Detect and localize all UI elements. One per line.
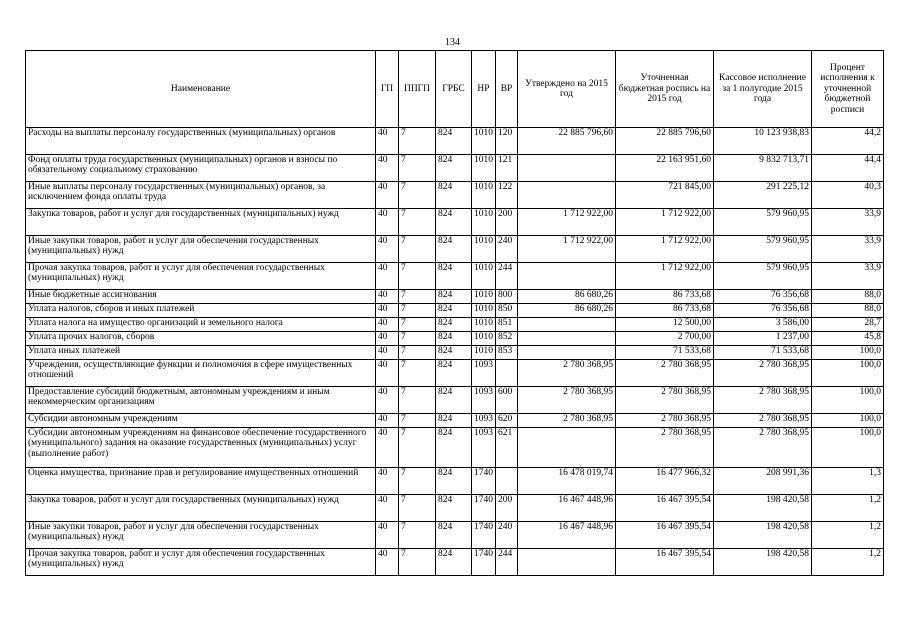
cell-approved (518, 263, 616, 290)
cell-approved: 86 680,26 (518, 304, 616, 318)
cell-vr (496, 360, 518, 387)
cell-vr: 120 (496, 128, 518, 155)
cell-ppgp: 7 (399, 318, 436, 332)
cell-name: Субсидии автономным учреждениям на финансовое обеспечение государственного (муниципального) задания на оказание государственных (муниципальных) услуг (выполнение работ) (26, 428, 376, 468)
cell-nr: 1740 (472, 495, 496, 522)
cell-ppgp: 7 (399, 128, 436, 155)
cell-approved (518, 428, 616, 468)
cell-cash: 579 960,95 (714, 209, 812, 236)
cell-refined: 71 533,68 (616, 346, 714, 360)
cell-ppgp: 7 (399, 495, 436, 522)
header-cash: Кассовое исполнение за 1 полугодие 2015 года (714, 51, 812, 128)
cell-nr: 1010 (472, 332, 496, 346)
cell-vr: 200 (496, 495, 518, 522)
header-gp: ГП (376, 51, 399, 128)
cell-approved: 22 885 796,60 (518, 128, 616, 155)
cell-approved: 16 467 448,96 (518, 495, 616, 522)
cell-name: Учреждения, осуществляющие функции и полномочия в сфере имущественных отношений (26, 360, 376, 387)
cell-ppgp: 7 (399, 522, 436, 549)
header-refined: Уточненная бюджетная роспись на 2015 год (616, 51, 714, 128)
cell-approved: 1 712 922,00 (518, 209, 616, 236)
cell-gp: 40 (376, 549, 399, 576)
cell-cash: 71 533,68 (714, 346, 812, 360)
cell-cash: 76 356,68 (714, 290, 812, 304)
cell-gp: 40 (376, 304, 399, 318)
cell-ppgp: 7 (399, 263, 436, 290)
cell-ppgp: 7 (399, 236, 436, 263)
cell-name: Прочая закупка товаров, работ и услуг для обеспечения государственных (муниципальных) нужд (26, 263, 376, 290)
cell-nr: 1010 (472, 318, 496, 332)
cell-refined: 12 500,00 (616, 318, 714, 332)
cell-name: Уплата налога на имущество организаций и земельного налога (26, 318, 376, 332)
cell-gp: 40 (376, 346, 399, 360)
cell-gp: 40 (376, 428, 399, 468)
cell-nr: 1093 (472, 428, 496, 468)
table-row (26, 414, 884, 428)
cell-grbs: 824 (436, 209, 472, 236)
table-row (26, 346, 884, 360)
table-row (26, 318, 884, 332)
cell-refined: 721 845,00 (616, 182, 714, 209)
cell-cash: 2 780 368,95 (714, 428, 812, 468)
table-row (26, 495, 884, 522)
cell-nr: 1010 (472, 263, 496, 290)
cell-gp: 40 (376, 182, 399, 209)
table-row (26, 522, 884, 549)
cell-cash: 1 237,00 (714, 332, 812, 346)
cell-nr: 1740 (472, 522, 496, 549)
cell-grbs: 824 (436, 522, 472, 549)
cell-name: Субсидии автономным учреждениям (26, 414, 376, 428)
cell-grbs: 824 (436, 182, 472, 209)
cell-approved (518, 318, 616, 332)
cell-cash: 10 123 938,83 (714, 128, 812, 155)
cell-grbs: 824 (436, 346, 472, 360)
cell-percent: 33,9 (812, 263, 884, 290)
cell-name: Закупка товаров, работ и услуг для государственных (муниципальных) нужд (26, 209, 376, 236)
cell-name: Иные выплаты персоналу государственных (муниципальных) органов, за исключением фонда оплаты труда (26, 182, 376, 209)
cell-cash: 2 780 368,95 (714, 387, 812, 414)
cell-refined: 1 712 922,00 (616, 209, 714, 236)
header-nr: НР (472, 51, 496, 128)
table-row (26, 387, 884, 414)
cell-approved: 1 712 922,00 (518, 236, 616, 263)
cell-percent: 28,7 (812, 318, 884, 332)
cell-nr: 1010 (472, 128, 496, 155)
cell-percent: 44,2 (812, 128, 884, 155)
table-row (26, 332, 884, 346)
cell-vr: 244 (496, 549, 518, 576)
cell-refined: 2 780 368,95 (616, 360, 714, 387)
cell-ppgp: 7 (399, 209, 436, 236)
cell-name: Уплата налогов, сборов и иных платежей (26, 304, 376, 318)
cell-cash: 198 420,58 (714, 549, 812, 576)
cell-name: Фонд оплаты труда государственных (муниципальных) органов и взносы по обязательному социальному страхованию (26, 155, 376, 182)
cell-ppgp: 7 (399, 332, 436, 346)
cell-ppgp: 7 (399, 304, 436, 318)
cell-percent: 100,0 (812, 360, 884, 387)
cell-gp: 40 (376, 522, 399, 549)
cell-vr: 240 (496, 236, 518, 263)
cell-vr: 122 (496, 182, 518, 209)
cell-name: Прочая закупка товаров, работ и услуг для обеспечения государственных (муниципальных) нужд (26, 549, 376, 576)
cell-vr: 853 (496, 346, 518, 360)
cell-percent: 45,8 (812, 332, 884, 346)
cell-approved: 2 780 368,95 (518, 414, 616, 428)
cell-nr: 1010 (472, 209, 496, 236)
table-row (26, 209, 884, 236)
cell-gp: 40 (376, 360, 399, 387)
cell-name: Уплата иных платежей (26, 346, 376, 360)
cell-grbs: 824 (436, 414, 472, 428)
table-row (26, 304, 884, 318)
cell-grbs: 824 (436, 318, 472, 332)
cell-approved (518, 332, 616, 346)
cell-vr (496, 468, 518, 495)
cell-grbs: 824 (436, 332, 472, 346)
header-percent: Процент исполнения к уточненной бюджетной росписи (812, 51, 884, 128)
cell-grbs: 824 (436, 236, 472, 263)
cell-gp: 40 (376, 209, 399, 236)
cell-vr: 600 (496, 387, 518, 414)
cell-grbs: 824 (436, 304, 472, 318)
cell-percent: 100,0 (812, 428, 884, 468)
table-row (26, 236, 884, 263)
cell-ppgp: 7 (399, 360, 436, 387)
cell-refined: 16 467 395,54 (616, 549, 714, 576)
cell-percent: 33,9 (812, 236, 884, 263)
cell-percent: 1,3 (812, 468, 884, 495)
cell-ppgp: 7 (399, 155, 436, 182)
cell-gp: 40 (376, 290, 399, 304)
cell-refined: 1 712 922,00 (616, 263, 714, 290)
cell-nr: 1010 (472, 290, 496, 304)
cell-percent: 88,0 (812, 290, 884, 304)
cell-cash: 2 780 368,95 (714, 360, 812, 387)
cell-name: Закупка товаров, работ и услуг для государственных (муниципальных) нужд (26, 495, 376, 522)
cell-nr: 1010 (472, 155, 496, 182)
cell-percent: 44,4 (812, 155, 884, 182)
cell-cash: 579 960,95 (714, 236, 812, 263)
cell-approved: 86 680,26 (518, 290, 616, 304)
cell-approved (518, 155, 616, 182)
cell-percent: 100,0 (812, 346, 884, 360)
cell-gp: 40 (376, 155, 399, 182)
cell-nr: 1010 (472, 182, 496, 209)
cell-ppgp: 7 (399, 290, 436, 304)
cell-gp: 40 (376, 318, 399, 332)
cell-ppgp: 7 (399, 182, 436, 209)
cell-nr: 1740 (472, 549, 496, 576)
cell-approved (518, 549, 616, 576)
table-row (26, 128, 884, 155)
cell-refined: 2 780 368,95 (616, 428, 714, 468)
cell-name: Иные закупки товаров, работ и услуг для обеспечения государственных (муниципальных) нужд (26, 236, 376, 263)
cell-refined: 16 477 966,32 (616, 468, 714, 495)
cell-gp: 40 (376, 387, 399, 414)
cell-ppgp: 7 (399, 414, 436, 428)
cell-grbs: 824 (436, 128, 472, 155)
cell-refined: 16 467 395,54 (616, 522, 714, 549)
cell-vr: 240 (496, 522, 518, 549)
cell-name: Иные бюджетные ассигнования (26, 290, 376, 304)
cell-vr: 852 (496, 332, 518, 346)
cell-approved: 2 780 368,95 (518, 387, 616, 414)
cell-ppgp: 7 (399, 549, 436, 576)
cell-name: Оценка имущества, признание прав и регулирование имущественных отношений (26, 468, 376, 495)
cell-vr: 244 (496, 263, 518, 290)
cell-grbs: 824 (436, 428, 472, 468)
cell-grbs: 824 (436, 495, 472, 522)
cell-percent: 100,0 (812, 387, 884, 414)
cell-percent: 1,2 (812, 495, 884, 522)
cell-approved (518, 346, 616, 360)
cell-percent: 1,2 (812, 522, 884, 549)
cell-gp: 40 (376, 495, 399, 522)
cell-gp: 40 (376, 128, 399, 155)
cell-nr: 1093 (472, 414, 496, 428)
table-header-row (26, 51, 884, 128)
cell-name: Расходы на выплаты персоналу государственных (муниципальных) органов (26, 128, 376, 155)
header-ppgp: ППГП (399, 51, 436, 128)
cell-gp: 40 (376, 414, 399, 428)
cell-name: Иные закупки товаров, работ и услуг для обеспечения государственных (муниципальных) нужд (26, 522, 376, 549)
cell-nr: 1093 (472, 387, 496, 414)
cell-refined: 2 780 368,95 (616, 387, 714, 414)
cell-nr: 1093 (472, 360, 496, 387)
cell-percent: 33,9 (812, 209, 884, 236)
table-row (26, 182, 884, 209)
cell-gp: 40 (376, 468, 399, 495)
cell-cash: 208 991,36 (714, 468, 812, 495)
cell-vr: 850 (496, 304, 518, 318)
cell-grbs: 824 (436, 549, 472, 576)
cell-grbs: 824 (436, 360, 472, 387)
table-row (26, 549, 884, 576)
table-body (26, 128, 884, 576)
cell-ppgp: 7 (399, 428, 436, 468)
cell-nr: 1010 (472, 236, 496, 263)
cell-refined: 16 467 395,54 (616, 495, 714, 522)
cell-nr: 1010 (472, 304, 496, 318)
cell-gp: 40 (376, 263, 399, 290)
cell-vr: 620 (496, 414, 518, 428)
cell-grbs: 824 (436, 468, 472, 495)
cell-percent: 40,3 (812, 182, 884, 209)
cell-grbs: 824 (436, 155, 472, 182)
table-row (26, 155, 884, 182)
cell-vr: 121 (496, 155, 518, 182)
cell-nr: 1740 (472, 468, 496, 495)
cell-gp: 40 (376, 236, 399, 263)
header-approved: Утверждено на 2015 год (518, 51, 616, 128)
header-name: Наименование (26, 51, 376, 128)
cell-ppgp: 7 (399, 468, 436, 495)
cell-grbs: 824 (436, 290, 472, 304)
table-row (26, 468, 884, 495)
cell-percent: 88,0 (812, 304, 884, 318)
cell-refined: 86 733,68 (616, 304, 714, 318)
cell-percent: 1,2 (812, 549, 884, 576)
cell-name: Уплата прочих налогов, сборов (26, 332, 376, 346)
cell-vr: 800 (496, 290, 518, 304)
table-row (26, 360, 884, 387)
header-grbs: ГРБС (436, 51, 472, 128)
cell-grbs: 824 (436, 387, 472, 414)
cell-cash: 198 420,58 (714, 522, 812, 549)
cell-name: Предоставление субсидий бюджетным, автономным учреждениям и иным некоммерческим организациям (26, 387, 376, 414)
cell-refined: 22 885 796,60 (616, 128, 714, 155)
cell-refined: 22 163 951,60 (616, 155, 714, 182)
cell-vr: 200 (496, 209, 518, 236)
cell-approved (518, 182, 616, 209)
cell-vr: 851 (496, 318, 518, 332)
cell-percent: 100,0 (812, 414, 884, 428)
cell-approved: 16 478 019,74 (518, 468, 616, 495)
cell-cash: 579 960,95 (714, 263, 812, 290)
cell-cash: 9 832 713,71 (714, 155, 812, 182)
table-row (26, 428, 884, 468)
cell-refined: 1 712 922,00 (616, 236, 714, 263)
cell-approved: 16 467 448,96 (518, 522, 616, 549)
cell-refined: 2 780 368,95 (616, 414, 714, 428)
page-number: 134 (445, 37, 460, 48)
cell-cash: 291 225,12 (714, 182, 812, 209)
cell-cash: 3 586,00 (714, 318, 812, 332)
cell-refined: 86 733,68 (616, 290, 714, 304)
budget-table (25, 50, 884, 576)
cell-grbs: 824 (436, 263, 472, 290)
table-row (26, 263, 884, 290)
cell-approved: 2 780 368,95 (518, 360, 616, 387)
cell-cash: 76 356,68 (714, 304, 812, 318)
cell-nr: 1010 (472, 346, 496, 360)
table-row (26, 290, 884, 304)
cell-cash: 2 780 368,95 (714, 414, 812, 428)
cell-gp: 40 (376, 332, 399, 346)
cell-ppgp: 7 (399, 346, 436, 360)
cell-cash: 198 420,58 (714, 495, 812, 522)
cell-refined: 2 700,00 (616, 332, 714, 346)
cell-ppgp: 7 (399, 387, 436, 414)
header-vr: ВР (496, 51, 518, 128)
cell-vr: 621 (496, 428, 518, 468)
